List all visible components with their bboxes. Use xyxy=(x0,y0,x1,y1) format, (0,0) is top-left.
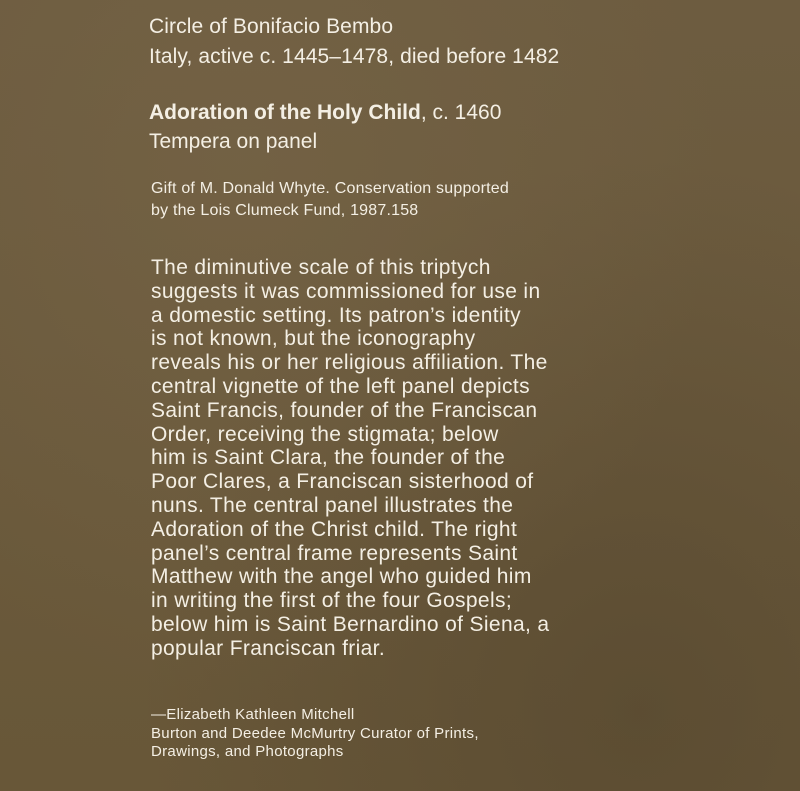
description-line: is not known, but the iconography xyxy=(151,327,476,351)
artwork-date: , c. 1460 xyxy=(420,101,502,124)
author-signature xyxy=(151,706,479,762)
description-line: Matthew with the angel who guided him xyxy=(151,565,532,589)
description-line: suggests it was commissioned for use in xyxy=(151,279,541,303)
description-line: Poor Clares, a Franciscan sisterhood of xyxy=(151,470,534,494)
artist-info: Italy, active c. 1445–1478, died before 1482 xyxy=(149,45,560,68)
description-line: popular Franciscan friar. xyxy=(151,636,386,660)
author-title-line: Burton and Deedee McMurtry Curator of Prints, xyxy=(151,724,479,742)
credit-line-text: Gift of M. Donald Whyte. Conservation supported xyxy=(151,180,510,197)
description-line: in writing the first of the four Gospels; xyxy=(151,589,513,613)
artwork-title: Adoration of the Holy Child xyxy=(149,101,421,124)
author-name: —Elizabeth Kathleen Mitchell xyxy=(151,706,355,723)
description-text xyxy=(151,256,631,661)
description-line: The diminutive scale of this triptych xyxy=(151,256,491,279)
author-title-line: Drawings, and Photographs xyxy=(151,743,344,760)
description-line: Adoration of the Christ child. The right xyxy=(151,517,518,541)
description-line: him is Saint Clara, the founder of the xyxy=(151,446,506,470)
description-line: below him is Saint Bernardino of Siena, a xyxy=(151,612,550,636)
artwork-title-line xyxy=(149,100,501,126)
description-line: nuns. The central panel illustrates the xyxy=(151,493,514,517)
artwork-medium: Tempera on panel xyxy=(149,130,318,153)
description-line: central vignette of the left panel depicts xyxy=(151,374,530,398)
description-line: a domestic setting. Its patron’s identity xyxy=(151,303,521,327)
description-line: reveals his or her religious affiliation. The xyxy=(151,351,548,375)
artist-name: Circle of Bonifacio Bembo xyxy=(149,15,394,38)
credit-line xyxy=(151,178,651,222)
description-line: Saint Francis, founder of the Franciscan xyxy=(151,398,538,422)
description-line: panel’s central frame represents Saint xyxy=(151,541,518,565)
description-line: Order, receiving the stigmata; below xyxy=(151,422,499,446)
credit-line-text: by the Lois Clumeck Fund, 1987.158 xyxy=(151,202,419,219)
